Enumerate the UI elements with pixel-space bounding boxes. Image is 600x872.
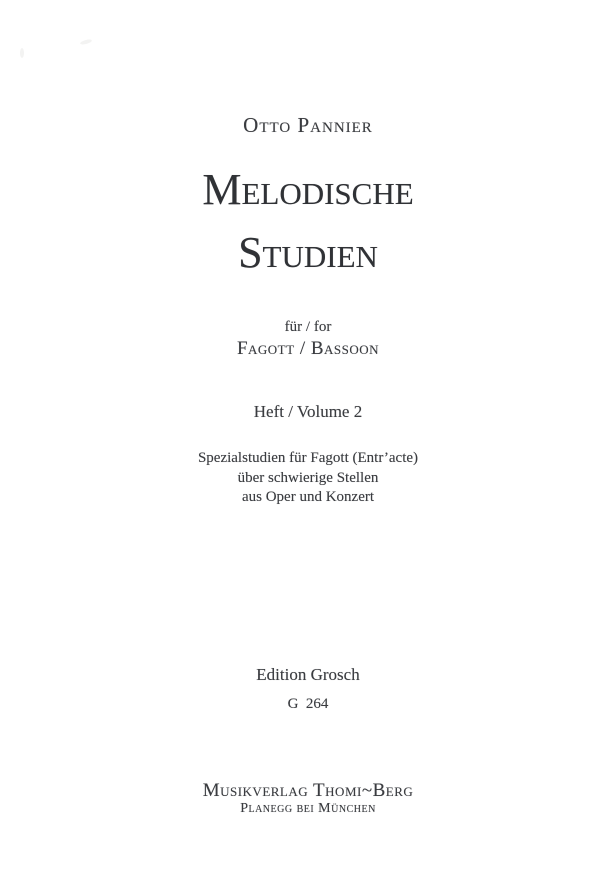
plate-number: G 264 [287,696,329,712]
title-line-2: Studien [238,228,378,277]
publisher-name: Musikverlag Thomi~Berg [202,780,414,801]
instrument-name: Fagott / Bassoon [236,338,380,359]
edition-name: Edition Grosch [256,665,360,684]
for-label: für / for [284,319,332,335]
subtitle-line: Spezialstudien für Fagott (Entr’acte) [197,450,419,466]
paper-smudge [80,39,93,46]
author-name: Otto Pannier [243,113,373,137]
paper-smudge [20,48,24,58]
subtitle-block [0,449,600,508]
title-line-1: Melodische [202,165,414,214]
subtitle-line: aus Oper und Konzert [241,489,375,505]
subtitle-line: über schwierige Stellen [237,469,379,486]
volume-label: Heft / Volume 2 [253,402,363,421]
publisher-location: Planegg bei München [240,801,376,816]
